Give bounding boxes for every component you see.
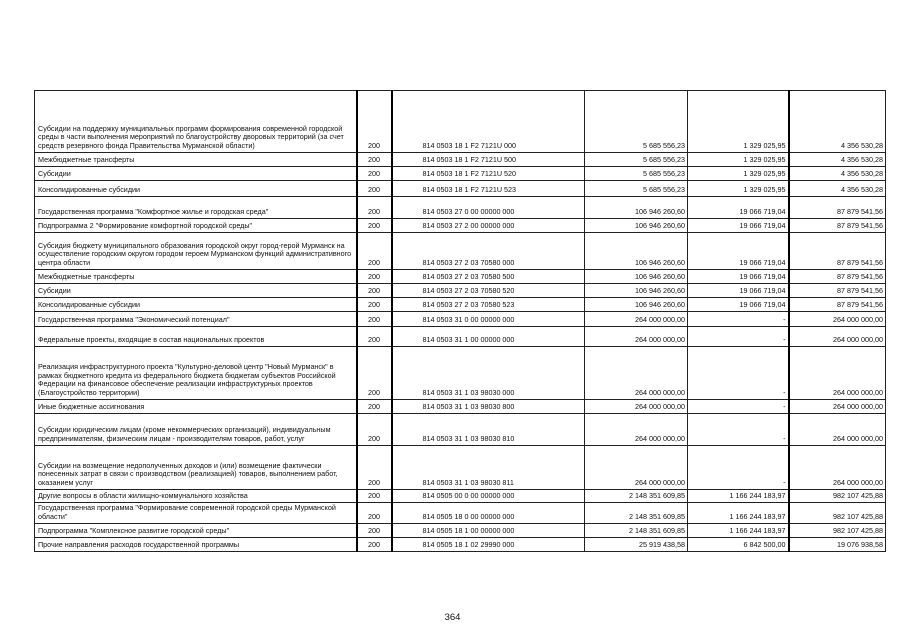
row-code-cell: 200 <box>357 233 392 270</box>
row-value-3-cell: 87 879 541,56 <box>789 219 886 233</box>
row-value-3-cell: 982 107 425,88 <box>789 524 886 538</box>
table-row <box>35 284 886 298</box>
row-kbk-cell: 814 0503 27 2 03 70580 523 <box>392 298 585 312</box>
row-kbk-cell: 814 0503 27 2 00 00000 000 <box>392 219 585 233</box>
row-name-cell: Подпрограмма 2 "Формирование комфортной городской среды" <box>35 219 357 233</box>
row-value-3-cell: 87 879 541,56 <box>789 197 886 219</box>
row-name-cell: Межбюджетные трансферты <box>35 153 357 167</box>
row-value-2-cell: - <box>688 327 789 347</box>
table-row <box>35 91 886 153</box>
row-value-1-cell: 264 000 000,00 <box>585 446 688 490</box>
row-value-1-cell: 2 148 351 609,85 <box>585 490 688 503</box>
row-name-cell: Другие вопросы в области жилищно-коммунального хозяйства <box>35 490 357 503</box>
table-row <box>35 446 886 490</box>
row-value-1-cell: 106 946 260,60 <box>585 233 688 270</box>
row-value-3-cell: 4 356 530,28 <box>789 181 886 197</box>
row-code-cell: 200 <box>357 503 392 524</box>
row-code-cell: 200 <box>357 181 392 197</box>
row-value-2-cell: 1 166 244 183,97 <box>688 524 789 538</box>
row-value-1-cell: 264 000 000,00 <box>585 327 688 347</box>
row-name-cell: Субсидии юридическим лицам (кроме некоммерческих организаций), индивидуальным предпринимателям, физическим лицам - производителям товаров, работ, услуг <box>35 414 357 446</box>
row-code-cell: 200 <box>357 327 392 347</box>
row-kbk-cell: 814 0505 18 1 00 00000 000 <box>392 524 585 538</box>
row-code-cell: 200 <box>357 490 392 503</box>
row-code-cell: 200 <box>357 400 392 414</box>
row-value-1-cell: 106 946 260,60 <box>585 197 688 219</box>
budget-table-sheet <box>34 90 883 552</box>
row-code-cell: 200 <box>357 270 392 284</box>
row-value-3-cell: 87 879 541,56 <box>789 233 886 270</box>
row-value-3-cell: 982 107 425,88 <box>789 490 886 503</box>
row-name-cell: Субсидии <box>35 284 357 298</box>
row-name-cell: Федеральные проекты, входящие в состав национальных проектов <box>35 327 357 347</box>
row-code-cell: 200 <box>357 446 392 490</box>
row-value-2-cell: 1 329 025,95 <box>688 153 789 167</box>
row-value-1-cell: 2 148 351 609,85 <box>585 524 688 538</box>
row-kbk-cell: 814 0503 31 1 03 98030 800 <box>392 400 585 414</box>
table-row <box>35 327 886 347</box>
row-kbk-cell: 814 0503 27 0 00 00000 000 <box>392 197 585 219</box>
table-row <box>35 153 886 167</box>
table-row <box>35 503 886 524</box>
row-name-cell: Субсидии на поддержку муниципальных программ формирования современной городской среды в части выполнения мероприятий по благоустройству дворовых территорий (за счет средств резервного фонда Правительства Мурманской области) <box>35 91 357 153</box>
row-value-2-cell: 1 166 244 183,97 <box>688 490 789 503</box>
row-name-cell: Реализация инфраструктурного проекта "Культурно-деловой центр "Новый Мурманск" в рамках бюджетного кредита из федерального бюджета бюджетам субъектов Российской Федерации на финансовое обеспечение реализации инфраструктурных проектов (Благоустройство территории) <box>35 347 357 400</box>
row-kbk-cell: 814 0503 18 1 F2 7121U 523 <box>392 181 585 197</box>
row-kbk-cell: 814 0503 18 1 F2 7121U 500 <box>392 153 585 167</box>
row-name-cell: Субсидия бюджету муниципального образования городской округ город-герой Мурманск на осуществление городским округом городом героем Мурманском функций административного центра области <box>35 233 357 270</box>
row-code-cell: 200 <box>357 298 392 312</box>
row-value-2-cell: 6 842 500,00 <box>688 538 789 552</box>
row-value-3-cell: 4 356 530,28 <box>789 167 886 181</box>
row-value-2-cell: 1 329 025,95 <box>688 181 789 197</box>
row-value-1-cell: 2 148 351 609,85 <box>585 503 688 524</box>
row-code-cell: 200 <box>357 153 392 167</box>
row-kbk-cell: 814 0505 00 0 00 00000 000 <box>392 490 585 503</box>
row-name-cell: Государственная программа "Экономический потенциал" <box>35 312 357 327</box>
row-value-1-cell: 264 000 000,00 <box>585 414 688 446</box>
budget-table-body <box>35 91 886 552</box>
table-row <box>35 414 886 446</box>
row-value-2-cell: 19 066 719,04 <box>688 219 789 233</box>
row-value-3-cell: 264 000 000,00 <box>789 446 886 490</box>
row-name-cell: Подпрограмма "Комплексное развитие городской среды" <box>35 524 357 538</box>
row-value-1-cell: 264 000 000,00 <box>585 312 688 327</box>
row-value-1-cell: 25 919 438,58 <box>585 538 688 552</box>
row-value-1-cell: 5 685 556,23 <box>585 153 688 167</box>
table-row <box>35 181 886 197</box>
row-kbk-cell: 814 0503 31 0 00 00000 000 <box>392 312 585 327</box>
table-row <box>35 233 886 270</box>
row-value-3-cell: 19 076 938,58 <box>789 538 886 552</box>
table-row <box>35 400 886 414</box>
table-row <box>35 538 886 552</box>
row-value-3-cell: 264 000 000,00 <box>789 327 886 347</box>
table-row <box>35 490 886 503</box>
row-value-3-cell: 4 356 530,28 <box>789 153 886 167</box>
row-value-2-cell: 1 329 025,95 <box>688 167 789 181</box>
row-value-1-cell: 264 000 000,00 <box>585 400 688 414</box>
row-value-3-cell: 87 879 541,56 <box>789 284 886 298</box>
row-name-cell: Консолидированные субсидии <box>35 181 357 197</box>
row-value-3-cell: 4 356 530,28 <box>789 91 886 153</box>
row-code-cell: 200 <box>357 284 392 298</box>
row-code-cell: 200 <box>357 524 392 538</box>
row-value-2-cell: - <box>688 347 789 400</box>
row-kbk-cell: 814 0503 18 1 F2 7121U 000 <box>392 91 585 153</box>
row-code-cell: 200 <box>357 197 392 219</box>
row-kbk-cell: 814 0503 31 1 03 98030 810 <box>392 414 585 446</box>
row-value-3-cell: 264 000 000,00 <box>789 414 886 446</box>
row-code-cell: 200 <box>357 414 392 446</box>
row-value-2-cell: - <box>688 414 789 446</box>
row-name-cell: Прочие направления расходов государственной программы <box>35 538 357 552</box>
row-value-2-cell: 19 066 719,04 <box>688 197 789 219</box>
page-number: 364 <box>444 612 461 623</box>
row-value-3-cell: 87 879 541,56 <box>789 298 886 312</box>
row-value-3-cell: 264 000 000,00 <box>789 312 886 327</box>
row-name-cell: Иные бюджетные ассигнования <box>35 400 357 414</box>
row-kbk-cell: 814 0503 27 2 03 70580 000 <box>392 233 585 270</box>
row-value-3-cell: 264 000 000,00 <box>789 347 886 400</box>
row-name-cell: Государственная программа "Комфортное жилье и городская среда" <box>35 197 357 219</box>
row-code-cell: 200 <box>357 312 392 327</box>
row-value-3-cell: 264 000 000,00 <box>789 400 886 414</box>
row-name-cell: Межбюджетные трансферты <box>35 270 357 284</box>
row-value-3-cell: 87 879 541,56 <box>789 270 886 284</box>
row-value-3-cell: 982 107 425,88 <box>789 503 886 524</box>
table-row <box>35 524 886 538</box>
table-row <box>35 312 886 327</box>
table-row <box>35 167 886 181</box>
row-kbk-cell: 814 0503 27 2 03 70580 500 <box>392 270 585 284</box>
row-value-2-cell: 19 066 719,04 <box>688 284 789 298</box>
row-value-2-cell: 1 329 025,95 <box>688 91 789 153</box>
row-value-1-cell: 5 685 556,23 <box>585 91 688 153</box>
budget-table <box>34 90 886 552</box>
row-kbk-cell: 814 0505 18 1 02 29990 000 <box>392 538 585 552</box>
table-row <box>35 270 886 284</box>
row-value-1-cell: 106 946 260,60 <box>585 298 688 312</box>
row-code-cell: 200 <box>357 167 392 181</box>
row-value-2-cell: - <box>688 446 789 490</box>
table-row <box>35 197 886 219</box>
row-kbk-cell: 814 0503 31 1 03 98030 000 <box>392 347 585 400</box>
row-kbk-cell: 814 0503 27 2 03 70580 520 <box>392 284 585 298</box>
row-name-cell: Субсидии <box>35 167 357 181</box>
row-value-1-cell: 5 685 556,23 <box>585 167 688 181</box>
row-value-2-cell: 19 066 719,04 <box>688 233 789 270</box>
row-code-cell: 200 <box>357 347 392 400</box>
row-code-cell: 200 <box>357 538 392 552</box>
row-name-cell: Государственная программа "Формирование современной городской среды Мурманской области" <box>35 503 357 524</box>
table-row <box>35 298 886 312</box>
row-name-cell: Субсидии на возмещение недополученных доходов и (или) возмещение фактически понесенных затрат в связи с производством (реализацией) товаров, выполнением работ, оказанием услуг <box>35 446 357 490</box>
row-kbk-cell: 814 0503 18 1 F2 7121U 520 <box>392 167 585 181</box>
row-code-cell: 200 <box>357 219 392 233</box>
row-kbk-cell: 814 0505 18 0 00 00000 000 <box>392 503 585 524</box>
row-value-2-cell: - <box>688 312 789 327</box>
row-value-2-cell: - <box>688 400 789 414</box>
row-value-1-cell: 106 946 260,60 <box>585 284 688 298</box>
row-kbk-cell: 814 0503 31 1 00 00000 000 <box>392 327 585 347</box>
row-value-2-cell: 19 066 719,04 <box>688 270 789 284</box>
row-value-1-cell: 106 946 260,60 <box>585 270 688 284</box>
row-code-cell: 200 <box>357 91 392 153</box>
row-value-2-cell: 19 066 719,04 <box>688 298 789 312</box>
row-kbk-cell: 814 0503 31 1 03 98030 811 <box>392 446 585 490</box>
row-value-1-cell: 5 685 556,23 <box>585 181 688 197</box>
row-name-cell: Консолидированные субсидии <box>35 298 357 312</box>
row-value-1-cell: 264 000 000,00 <box>585 347 688 400</box>
table-row <box>35 347 886 400</box>
row-value-2-cell: 1 166 244 183,97 <box>688 503 789 524</box>
row-value-1-cell: 106 946 260,60 <box>585 219 688 233</box>
table-row <box>35 219 886 233</box>
